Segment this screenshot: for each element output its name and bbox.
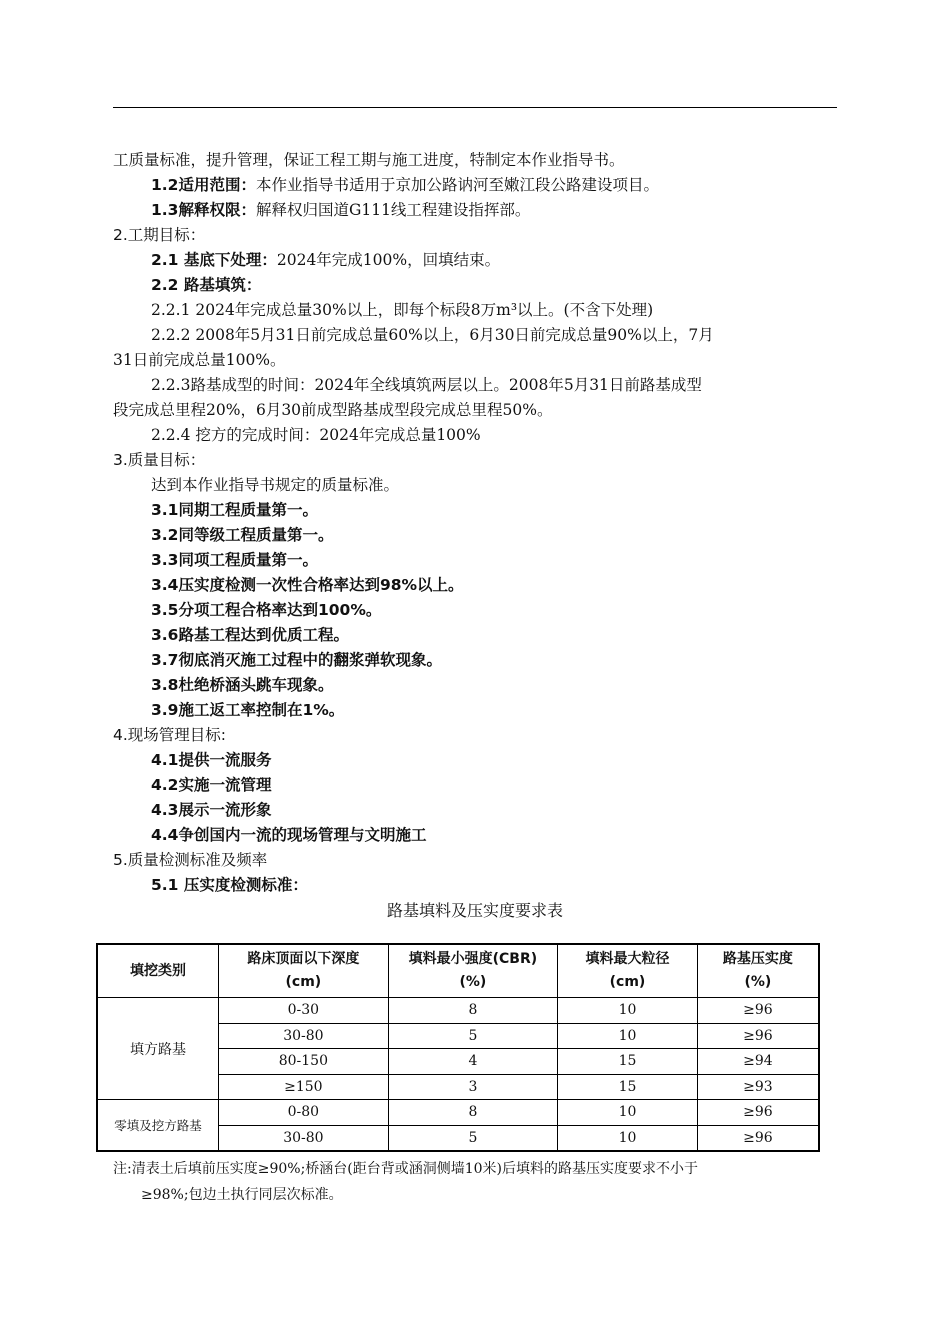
management-item-2: 4.2实施一流管理 bbox=[151, 776, 272, 794]
scope-text: 本作业指导书适用于京加公路讷河至嫩江段公路建设项目。 bbox=[255, 176, 659, 194]
header-depth: 路床顶面以下深度 (cm) bbox=[219, 944, 389, 998]
base-treatment-label: 2.1 基底下处理： bbox=[151, 251, 277, 269]
quality-item-2: 3.2同等级工程质量第一。 bbox=[151, 526, 334, 544]
management-item-1: 4.1提供一流服务 bbox=[151, 751, 272, 769]
cell-depth: 0-30 bbox=[219, 998, 389, 1024]
cell-compaction: ≥94 bbox=[697, 1049, 819, 1075]
header-min-cbr: 填料最小强度(CBR) (%) bbox=[388, 944, 558, 998]
base-treatment-text: 2024年完成100%，回填结束。 bbox=[276, 251, 501, 269]
header-max-size: 填料最大粒径 (cm) bbox=[558, 944, 698, 998]
cell-size: 10 bbox=[558, 998, 698, 1024]
cell-depth: 0-80 bbox=[219, 1100, 389, 1126]
cell-cbr: 5 bbox=[388, 1125, 558, 1151]
section-heading-site-management: 4.现场管理目标: bbox=[113, 726, 227, 744]
quality-item-1: 3.1同期工程质量第一。 bbox=[151, 501, 318, 519]
section-heading-schedule: 2.工期目标： bbox=[113, 226, 206, 244]
item-2-2-3-line2: 段完成总里程20%，6月30前成型路基成型段完成总里程50%。 bbox=[113, 401, 553, 419]
cell-depth: 80-150 bbox=[219, 1049, 389, 1075]
table-note bbox=[113, 1156, 837, 1208]
item-2-2-4: 2.2.4 挖方的完成时间：2024年完成总量100% bbox=[151, 426, 481, 444]
item-2-2-2-line1: 2.2.2 2008年5月31日前完成总量60%以上，6月30日前完成总量90%以上，7月 bbox=[151, 326, 714, 344]
cell-size: 10 bbox=[558, 1125, 698, 1151]
cell-depth: 30-80 bbox=[219, 1023, 389, 1049]
cell-cbr: 4 bbox=[388, 1049, 558, 1075]
cell-cbr: 3 bbox=[388, 1074, 558, 1100]
subgrade-fill-heading: 2.2 路基填筑： bbox=[151, 276, 262, 294]
note-line-2: ≥98%;包边土执行同层次标准。 bbox=[141, 1187, 343, 1203]
cell-size: 10 bbox=[558, 1023, 698, 1049]
cell-compaction: ≥96 bbox=[697, 998, 819, 1024]
interpretation-text: 解释权归国道G111线工程建设指挥部。 bbox=[255, 201, 531, 219]
cell-compaction: ≥96 bbox=[697, 1100, 819, 1126]
quality-item-3: 3.3同项工程质量第一。 bbox=[151, 551, 318, 569]
table-caption: 路基填料及压实度要求表 bbox=[386, 901, 563, 920]
section-heading-testing: 5.质量检测标准及频率 bbox=[113, 851, 268, 869]
quality-item-8: 3.8杜绝桥涵头跳车现象。 bbox=[151, 676, 334, 694]
cell-cbr: 5 bbox=[388, 1023, 558, 1049]
quality-item-6: 3.6路基工程达到优质工程。 bbox=[151, 626, 349, 644]
cell-cbr: 8 bbox=[388, 998, 558, 1024]
quality-intro: 达到本作业指导书规定的质量标准。 bbox=[151, 476, 400, 494]
cell-size: 10 bbox=[558, 1100, 698, 1126]
cell-compaction: ≥96 bbox=[697, 1125, 819, 1151]
interpretation-label: 1.3解释权限： bbox=[151, 201, 256, 219]
scope-line bbox=[151, 175, 659, 195]
quality-item-7: 3.7彻底消灭施工过程中的翻浆弹软现象。 bbox=[151, 651, 442, 669]
group-fill-subgrade: 填方路基 bbox=[97, 998, 219, 1100]
management-item-3: 4.3展示一流形象 bbox=[151, 801, 272, 819]
item-2-2-2-line2: 31日前完成总量100%。 bbox=[113, 351, 286, 369]
scope-label: 1.2适用范围： bbox=[151, 176, 256, 194]
group-zero-fill-cut-subgrade: 零填及挖方路基 bbox=[97, 1100, 219, 1152]
section-heading-quality: 3.质量目标： bbox=[113, 451, 206, 469]
table-header-row bbox=[97, 944, 819, 998]
header-compaction: 路基压实度 (%) bbox=[697, 944, 819, 998]
cell-size: 15 bbox=[558, 1049, 698, 1075]
cell-size: 15 bbox=[558, 1074, 698, 1100]
cell-compaction: ≥93 bbox=[697, 1074, 819, 1100]
header-fill-type: 填挖类别 bbox=[97, 944, 219, 998]
paragraph-intro: 工质量标准，提升管理，保证工程工期与施工进度，特制定本作业指导书。 bbox=[113, 151, 625, 169]
table-row bbox=[97, 998, 819, 1024]
table-row bbox=[97, 1100, 819, 1126]
cell-compaction: ≥96 bbox=[697, 1023, 819, 1049]
quality-item-4: 3.4压实度检测一次性合格率达到98%以上。 bbox=[151, 576, 464, 594]
base-treatment-line bbox=[151, 250, 500, 270]
management-item-4: 4.4争创国内一流的现场管理与文明施工 bbox=[151, 826, 427, 844]
item-2-2-1: 2.2.1 2024年完成总量30%以上，即每个标段8万m³以上。(不含下处理) bbox=[151, 301, 654, 319]
compaction-requirements-table bbox=[96, 943, 820, 1152]
compaction-standard-heading: 5.1 压实度检测标准： bbox=[151, 876, 308, 894]
cell-cbr: 8 bbox=[388, 1100, 558, 1126]
quality-item-5: 3.5分项工程合格率达到100%。 bbox=[151, 601, 382, 619]
item-2-2-3-line1: 2.2.3路基成型的时间：2024年全线填筑两层以上。2008年5月31日前路基成型 bbox=[151, 376, 702, 394]
interpretation-line bbox=[151, 200, 530, 220]
note-line-1: 注:清表土后填前压实度≥90%;桥涵台(距台背或涵洞侧墙10米)后填料的路基压实度要求不小于 bbox=[113, 1161, 699, 1177]
cell-depth: ≥150 bbox=[219, 1074, 389, 1100]
header-rule bbox=[113, 107, 837, 108]
quality-item-9: 3.9施工返工率控制在1%。 bbox=[151, 701, 345, 719]
cell-depth: 30-80 bbox=[219, 1125, 389, 1151]
